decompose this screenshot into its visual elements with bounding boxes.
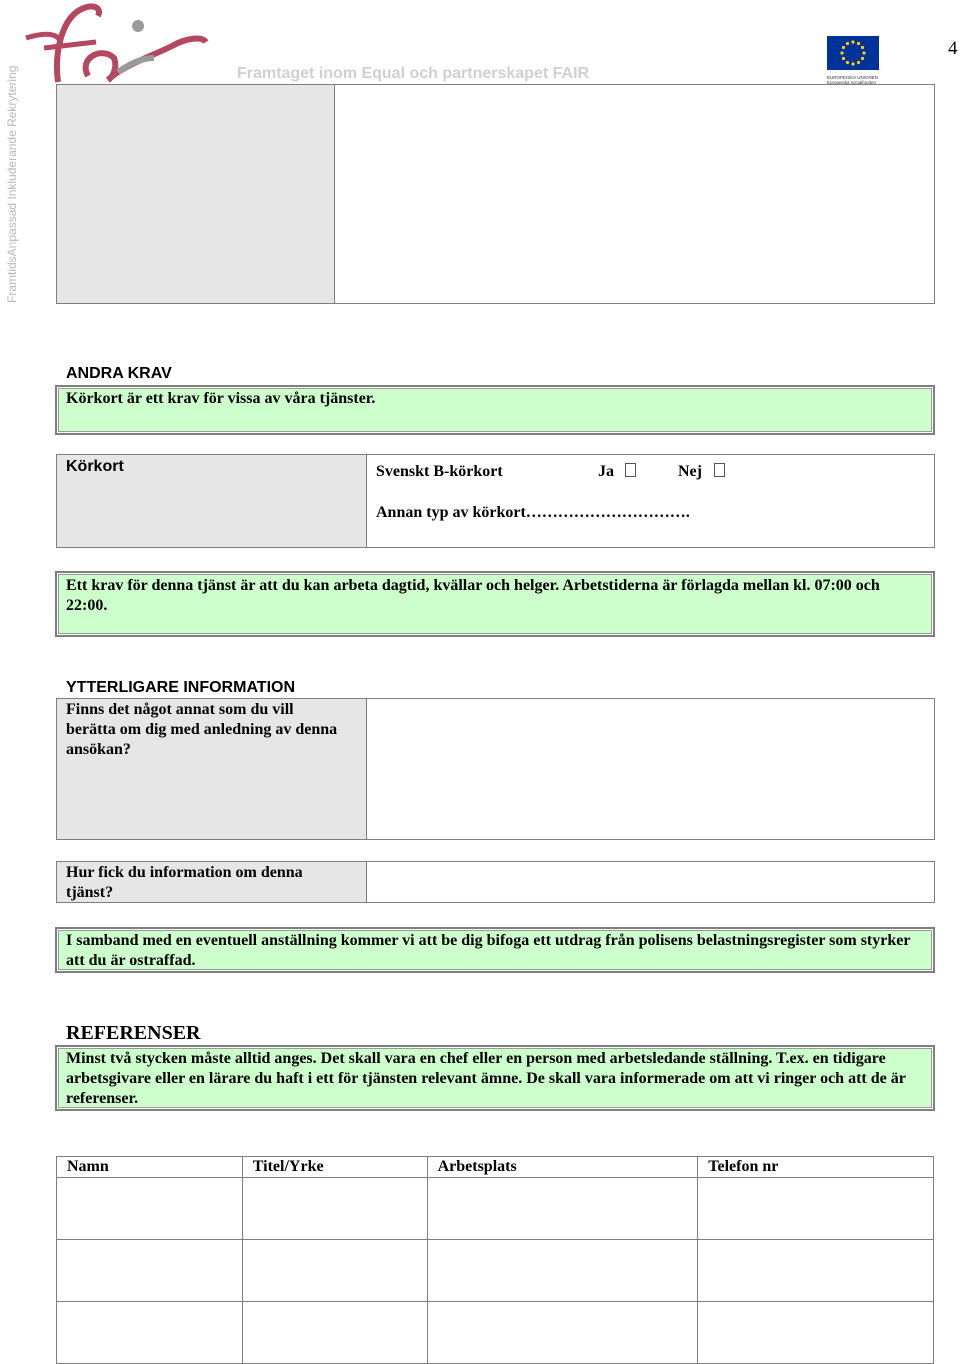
- criminal-record-note-box: [55, 927, 935, 973]
- annan-typ-field[interactable]: Annan typ av körkort………………………….: [376, 504, 690, 521]
- column-header-namn: Namn: [57, 1157, 243, 1178]
- table-cell[interactable]: [57, 1240, 243, 1302]
- ytterligare-question-cell: [56, 698, 367, 840]
- eu-flag-icon: [827, 36, 879, 70]
- eu-logo-line2: Europeiska socialfonden: [827, 80, 877, 85]
- korkort-note-text: Körkort är ett krav för vissa av våra tjänster.: [66, 390, 376, 407]
- ja-label: Ja: [598, 463, 614, 480]
- ytterligare-answer-cell[interactable]: [366, 698, 935, 840]
- header-tagline: Framtaget inom Equal och partnerskapet FAIR: [237, 65, 590, 82]
- nej-label: Nej: [678, 463, 702, 480]
- fair-logo: [22, 2, 212, 88]
- b-korkort-label: Svenskt B-körkort: [376, 463, 503, 480]
- table-header-row: [57, 1157, 934, 1178]
- column-header-telefon: Telefon nr: [698, 1157, 934, 1178]
- table-cell[interactable]: [698, 1178, 934, 1240]
- info-source-question-cell: [56, 861, 367, 903]
- table-row: [57, 1302, 934, 1364]
- table-cell[interactable]: [427, 1178, 698, 1240]
- continued-label-cell: [56, 84, 335, 304]
- criminal-record-note: I samband med en eventuell anställning kommer vi att be dig bifoga ett utdrag från polisens belastningsregister som styrker att du är ostraffad.: [66, 932, 911, 969]
- korkort-answer-cell: [366, 454, 935, 548]
- table-cell[interactable]: [427, 1240, 698, 1302]
- referenser-heading: REFERENSER: [66, 1022, 201, 1044]
- references-table: [56, 1156, 934, 1364]
- korkort-label: Körkort: [66, 458, 124, 475]
- info-source-answer-cell[interactable]: [366, 861, 935, 903]
- table-cell[interactable]: [427, 1302, 698, 1364]
- table-row: [57, 1178, 934, 1240]
- continued-answer-cell[interactable]: [334, 84, 935, 304]
- work-hours-note-box: [55, 571, 935, 637]
- eu-logo-line1: EUROPEISKA UNIONEN: [827, 75, 879, 80]
- korkort-label-cell: [56, 454, 367, 548]
- table-cell[interactable]: [242, 1240, 427, 1302]
- table-row: [57, 1240, 934, 1302]
- table-cell[interactable]: [698, 1240, 934, 1302]
- column-header-arbetsplats: Arbetsplats: [427, 1157, 698, 1178]
- eu-logo: [827, 36, 879, 85]
- korkort-note-box: [55, 385, 935, 435]
- andra-krav-heading: ANDRA KRAV: [66, 365, 172, 382]
- referenser-note: Minst två stycken måste alltid anges. Det skall vara en chef eller en person med arbetsledande ställning. T.ex. en tidigare arbetsgivare eller en lärare du haft i ett för tjänsten relevant ämne. De skall vara informerade om att vi ringer och att de är referenser.: [66, 1050, 906, 1107]
- ytterligare-heading: YTTERLIGARE INFORMATION: [66, 679, 296, 696]
- referenser-note-box: [55, 1045, 935, 1111]
- ytterligare-question: Finns det något annat som du vill berätta om dig med anledning av denna ansökan?: [66, 701, 338, 758]
- sidebar-vertical-text: FramtidsAnpassad Inkluderande Rekrytering: [5, 65, 19, 303]
- ja-checkbox[interactable]: [625, 463, 636, 477]
- work-hours-note: Ett krav för denna tjänst är att du kan arbeta dagtid, kvällar och helger. Arbetstiderna är förlagda mellan kl. 07:00 och 22:00.: [66, 577, 880, 614]
- nej-checkbox[interactable]: [714, 463, 725, 477]
- table-cell[interactable]: [57, 1302, 243, 1364]
- table-cell[interactable]: [57, 1178, 243, 1240]
- info-source-question: Hur fick du information om denna tjänst?: [66, 864, 303, 901]
- column-header-titel: Titel/Yrke: [242, 1157, 427, 1178]
- table-cell[interactable]: [242, 1178, 427, 1240]
- table-cell[interactable]: [698, 1302, 934, 1364]
- page-number: 4: [948, 38, 958, 59]
- table-cell[interactable]: [242, 1302, 427, 1364]
